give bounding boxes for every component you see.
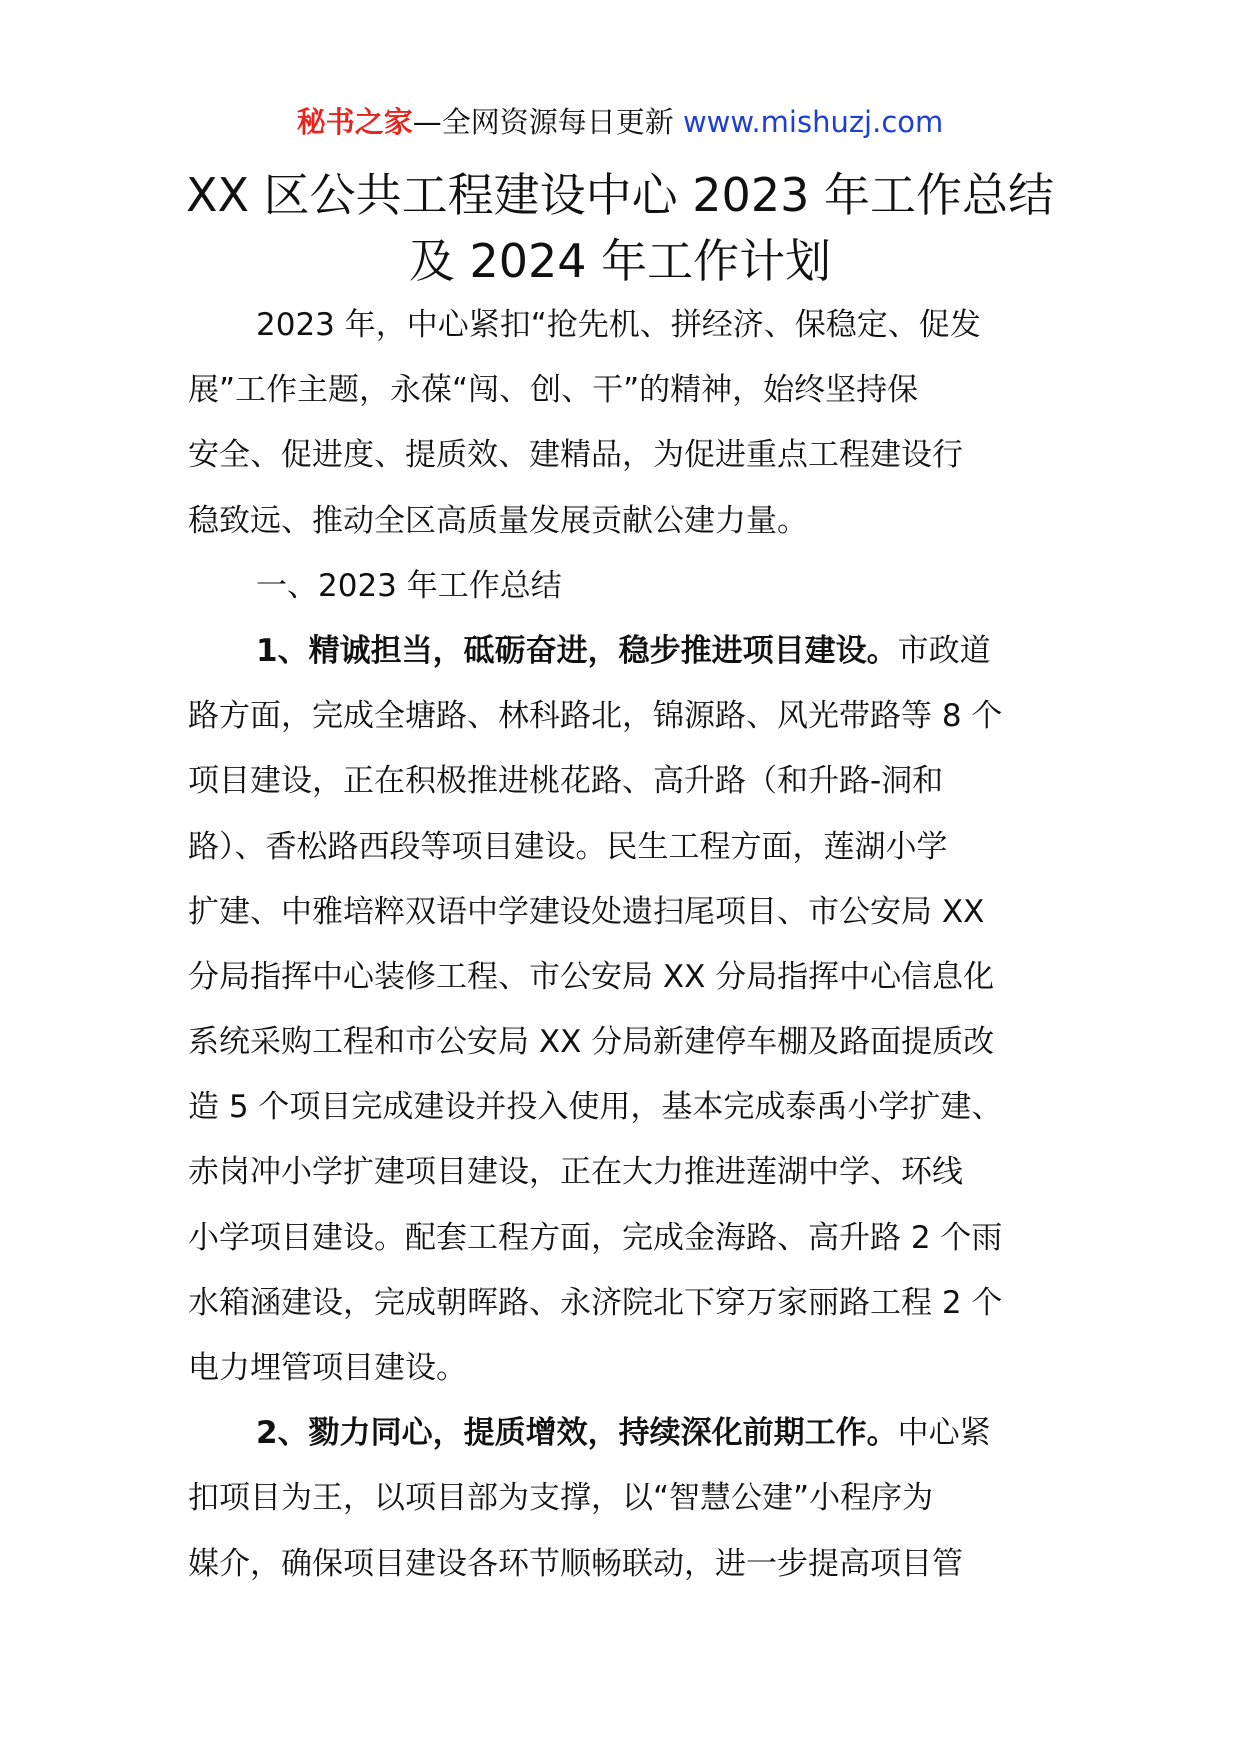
- text-line: 赤岗冲小学扩建项目建设，正在大力推进莲湖中学、环线: [188, 1154, 963, 1191]
- text-line: [188, 619, 1058, 684]
- text-line: 系统采购工程和市公安局 XX 分局新建停车棚及路面提质改: [188, 1024, 995, 1061]
- text-line: 安全、促进度、提质效、建精品，为促进重点工程建设行: [188, 437, 963, 474]
- brand-name: 秘书之家: [296, 105, 413, 139]
- text-line: 电力埋管项目建设。: [188, 1350, 467, 1386]
- item-paragraph-2: [188, 1401, 1058, 1597]
- document-body: [188, 293, 1058, 1597]
- item-heading-bold: 1、精诚担当，砥砺奋进，稳步推进项目建设。: [256, 632, 898, 669]
- item-heading-bold: 2、勠力同心，提质增效，持续深化前期工作。: [256, 1415, 898, 1452]
- item-paragraph-1: [188, 619, 1058, 1401]
- intro-paragraph: [188, 293, 1058, 554]
- section-heading-1: [188, 554, 1058, 619]
- text-line: 水箱涵建设，完成朝晖路、永济院北下穿万家丽路工程 2 个: [188, 1284, 1003, 1321]
- document-title: [150, 162, 1090, 294]
- title-line-1: XX 区公共工程建设中心 2023 年工作总结: [186, 168, 1054, 222]
- title-line-2: 及 2024 年工作计划: [408, 234, 832, 288]
- section-heading-text: 一、2023 年工作总结: [256, 567, 562, 604]
- text-line: 稳致远、推动全区高质量发展贡献公建力量。: [188, 502, 808, 539]
- site-url-link[interactable]: www.mishuzj.com: [682, 105, 944, 139]
- item-heading-rest: 市政道: [897, 632, 991, 669]
- item-heading-rest: 中心紧: [897, 1415, 991, 1452]
- text-line: 展”工作主题，永葆“闯、创、干”的精神，始终坚持保: [188, 372, 919, 409]
- text-line: 小学项目建设。配套工程方面，完成金海路、高升路 2 个雨: [188, 1219, 1003, 1256]
- text-line: 造 5 个项目完成建设并投入使用，基本完成泰禹小学扩建、: [188, 1089, 1003, 1126]
- text-line: 项目建设，正在积极推进桃花路、高升路（和升路-洞和: [188, 763, 944, 800]
- watermark-header: [0, 100, 1240, 144]
- text-line: 2023 年，中心紧扣“抢先机、拼经济、保稳定、促发: [256, 307, 981, 343]
- text-line: [188, 1401, 1058, 1466]
- text-line: 扩建、中雅培粹双语中学建设处遗扫尾项目、市公安局 XX: [188, 893, 985, 930]
- text-line: 分局指挥中心装修工程、市公安局 XX 分局指挥中心信息化: [188, 958, 995, 995]
- text-line: 路方面，完成全塘路、林科路北，锦源路、风光带路等 8 个: [188, 698, 1003, 735]
- text-line: 媒介，确保项目建设各环节顺畅联动，进一步提高项目管: [188, 1545, 963, 1582]
- header-tagline: —全网资源每日更新: [412, 105, 683, 139]
- text-line: 路）、香松路西段等项目建设。民生工程方面，莲湖小学: [188, 828, 948, 865]
- text-line: 扣项目为王，以项目部为支撑，以“智慧公建”小程序为: [188, 1480, 934, 1517]
